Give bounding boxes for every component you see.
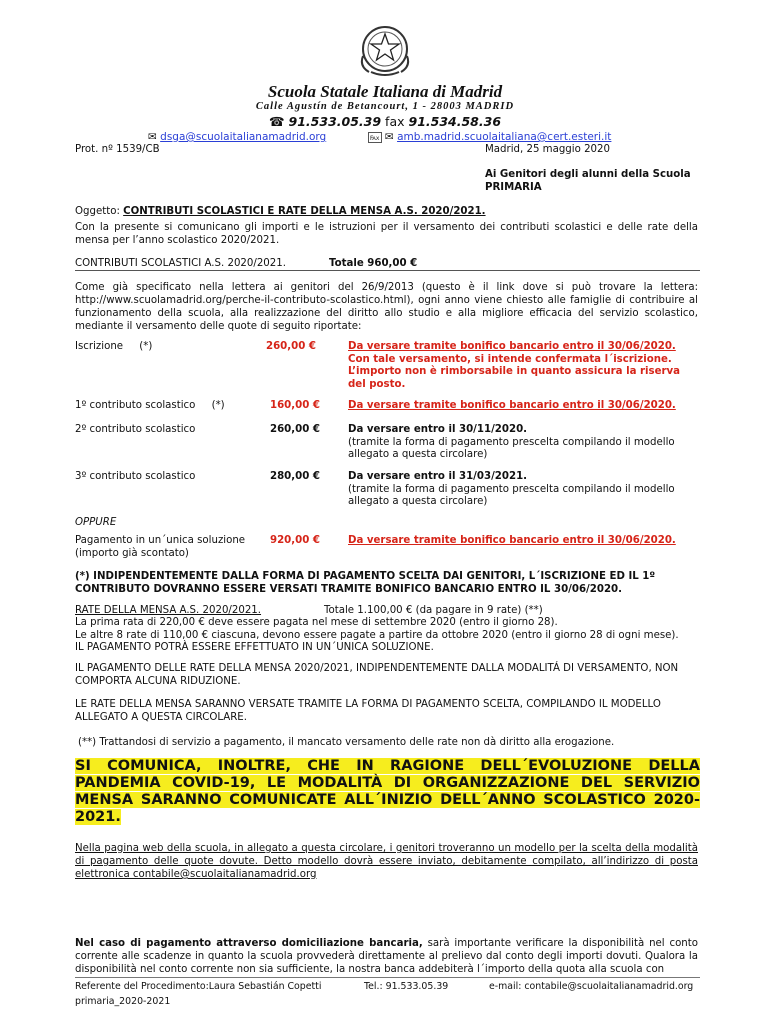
fax-icon: ℻ bbox=[370, 133, 380, 142]
row-unica-amount: 920,00 € bbox=[270, 535, 320, 546]
row-contributo2-amount: 260,00 € bbox=[270, 424, 320, 435]
mensa-para-riduzione: IL PAGAMENTO DELLE RATE DELLA MENSA 2020/2021, INDIPENDENTEMENTE DALLA MODALITÁ DI VERSAMENTO, NON COMPORTA ALCUNA RIDUZIONE. bbox=[75, 663, 679, 687]
row-contributo3-label: 3º contributo scolastico bbox=[75, 471, 196, 482]
protocol-number: Prot. nº 1539/CB bbox=[75, 144, 160, 155]
envelope-icon: ✉ bbox=[148, 131, 157, 143]
contributi-heading: CONTRIBUTI SCOLASTICI A.S. 2020/2021. bbox=[75, 258, 286, 269]
phone-number: 91.533.05.39 bbox=[288, 114, 382, 129]
mensa-line: La prima rata di 220,00 € deve essere pagata nel mese di settembre 2020 (entro il giorno 28). bbox=[75, 617, 558, 628]
subject-text: CONTRIBUTI SCOLASTICI E RATE DELLA MENSA A.S. 2020/2021. bbox=[123, 206, 486, 217]
intro-paragraph: Con la presente si comunicano gli importi e le istruzioni per il versamento dei contributi scolastici e delle rate della mensa per l’anno scolastico 2020/2021. bbox=[75, 222, 698, 246]
row-contributo1-note: Da versare tramite bonifico bancario entro il 30/06/2020. bbox=[348, 400, 676, 411]
contributi-heading-row bbox=[75, 258, 700, 271]
footer-tel: Tel.: 91.533.05.39 bbox=[364, 981, 449, 992]
domiciliazione-rest: sarà importante verificare la disponibilità nel conto corrente alle scadenze in quanto la scuola provvederà direttamente al prelievo dal conto degli importi dovuti. Qualora la disponibilità nel conto corrente non sia sufficiente, la nostra banca addebiterà l´importo della quota alla scuola con bbox=[75, 938, 698, 975]
mensa-line: IL PAGAMENTO POTRÀ ESSERE EFFETTUATO IN UN´UNICA SOLUZIONE. bbox=[75, 642, 434, 653]
envelope-icon: ✉ bbox=[384, 131, 394, 143]
note-main: Da versare entro il 30/11/2020. bbox=[348, 424, 528, 435]
note-extra: (tramite la forma di pagamento prescelta compilando il modello allegato a questa circolare) bbox=[348, 436, 675, 460]
recipient-line: PRIMARIA bbox=[485, 182, 542, 193]
footer-rule bbox=[75, 977, 700, 978]
footer-filename: primaria_2020-2021 bbox=[75, 996, 171, 1007]
recipient-line: Ai Genitori degli alunni della Scuola bbox=[485, 169, 691, 180]
row-contributo1-amount: 160,00 € bbox=[270, 400, 320, 411]
school-name: Scuola Statale Italiana di Madrid bbox=[267, 82, 503, 101]
mensa-heading: RATE DELLA MENSA A.S. 2020/2021. bbox=[75, 605, 262, 616]
row-contributo1-label: 1º contributo scolastico (*) bbox=[75, 400, 225, 411]
domiciliazione-bold: Nel caso di pagamento attraverso domiciliazione bancaria, bbox=[75, 938, 423, 949]
repubblica-emblem-icon bbox=[355, 22, 415, 78]
recipient-block bbox=[485, 168, 691, 194]
mensa-heading-row bbox=[75, 605, 700, 616]
row-unica-label: Pagamento in un´unica soluzione (importo già scontato) bbox=[75, 535, 246, 559]
mensa-total: Totale 1.100,00 € (da pagare in 9 rate) (**) bbox=[324, 605, 543, 616]
mensa-para-modello: LE RATE DELLA MENSA SARANNO VERSATE TRAMITE LA FORMA DI PAGAMENTO SCELTA, COMPILANDO IL MODELLO ALLEGATO A QUESTA CIRCOLARE. bbox=[75, 699, 661, 723]
asterisk-note: (*) INDIPENDENTEMENTE DALLA FORMA DI PAGAMENTO SCELTA DAI GENITORI, L´ISCRIZIONE ED IL 1º CONTRIBUTO DOVRANNO ESSERE VERSATI TRAMITE BONIFICO BANCARIO ENTRO IL 30/06/2020. bbox=[75, 571, 656, 595]
phone-line bbox=[0, 114, 770, 129]
contributi-paragraph: Come già specificato nella lettera ai genitori del 26/9/2013 (questo è il link dove si può trovare la lettera: http://www.scuolamadrid.org/perche-il-contributo-scolastico.html), ogni anno viene chiesto alle famiglie di contribuire al funzionamento della scuola, alla realizzazione del diritto allo studio e alla migliore efficacia del servizio scolastico, mediante il versamento delle quote di seguito riportate: bbox=[75, 282, 698, 332]
note-extra: Con tale versamento, si intende confermata l´iscrizione. L’importo non è rimborsabile in quanto assicura la riserva del posto. bbox=[348, 353, 681, 390]
row-contributo3-amount: 280,00 € bbox=[270, 471, 320, 482]
subject-line bbox=[75, 206, 486, 217]
mensa-lines bbox=[75, 617, 705, 655]
fax-label: fax bbox=[385, 114, 405, 129]
email-link-dsga[interactable]: dsga@scuolaitalianamadrid.org bbox=[160, 131, 327, 143]
row-iscrizione-label: Iscrizione (*) bbox=[75, 341, 153, 352]
email-line-2 bbox=[368, 131, 611, 143]
fax-number: 91.534.58.36 bbox=[408, 114, 502, 129]
note-main: Da versare entro il 31/03/2021. bbox=[348, 471, 528, 482]
row-contributo2-note bbox=[348, 424, 700, 462]
covid-notice: SI COMUNICA, INOLTRE, CHE IN RAGIONE DELL´EVOLUZIONE DELLA PANDEMIA COVID-19, LE MODALITÀ DI ORGANIZZAZIONE DEL SERVIZIO MENSA SARANNO COMUNICATE ALL´INIZIO DELL´ANNO SCOLASTICO 2020-2021. bbox=[75, 758, 700, 825]
phone-icon: ☎ bbox=[268, 114, 285, 129]
email-link-pec[interactable]: amb.madrid.scuolaitaliana@cert.esteri.it bbox=[397, 131, 612, 143]
oppure-label: OPPURE bbox=[75, 517, 117, 528]
note-extra: (tramite la forma di pagamento prescelta compilando il modello allegato a questa circolare) bbox=[348, 483, 675, 507]
row-contributo3-note bbox=[348, 471, 700, 509]
row-contributo2-label: 2º contributo scolastico bbox=[75, 424, 196, 435]
row-iscrizione-note bbox=[348, 341, 698, 391]
web-note-paragraph: Nella pagina web della scuola, in allegato a questa circolare, i genitori troveranno un modello per la scelta della modalità di pagamento delle quote dovute. Detto modello dovrà essere inviato, debitamente compilato, all’indirizzo di posta elettronica contabile@scuolaitalianamadrid.org bbox=[75, 843, 698, 880]
letter-date: Madrid, 25 maggio 2020 bbox=[485, 144, 610, 155]
mensa-line: Le altre 8 rate di 110,00 € ciascuna, devono essere pagate a partire da ottobre 2020 (entro il giorno 28 di ogni mese). bbox=[75, 629, 679, 641]
row-iscrizione-amount: 260,00 € bbox=[266, 341, 316, 352]
row-unica-note: Da versare tramite bonifico bancario entro il 30/06/2020. bbox=[348, 535, 676, 546]
contributi-total: Totale 960,00 € bbox=[329, 258, 418, 269]
domiciliazione-paragraph bbox=[75, 937, 698, 976]
school-address: Calle Agustín de Betancourt, 1 - 28003 MADRID bbox=[255, 101, 515, 112]
footer-email: e-mail: contabile@scuolaitalianamadrid.org bbox=[489, 981, 694, 992]
mensa-para-erogazione: (**) Trattandosi di servizio a pagamento, il mancato versamento delle rate non dà diritto alla erogazione. bbox=[78, 737, 615, 748]
footer-referent: Referente del Procedimento:Laura Sebastián Copetti bbox=[75, 981, 322, 992]
note-main: Da versare tramite bonifico bancario entro il 30/06/2020. bbox=[348, 341, 676, 352]
email-line-1 bbox=[148, 131, 326, 143]
subject-label: Oggetto: bbox=[75, 206, 124, 217]
